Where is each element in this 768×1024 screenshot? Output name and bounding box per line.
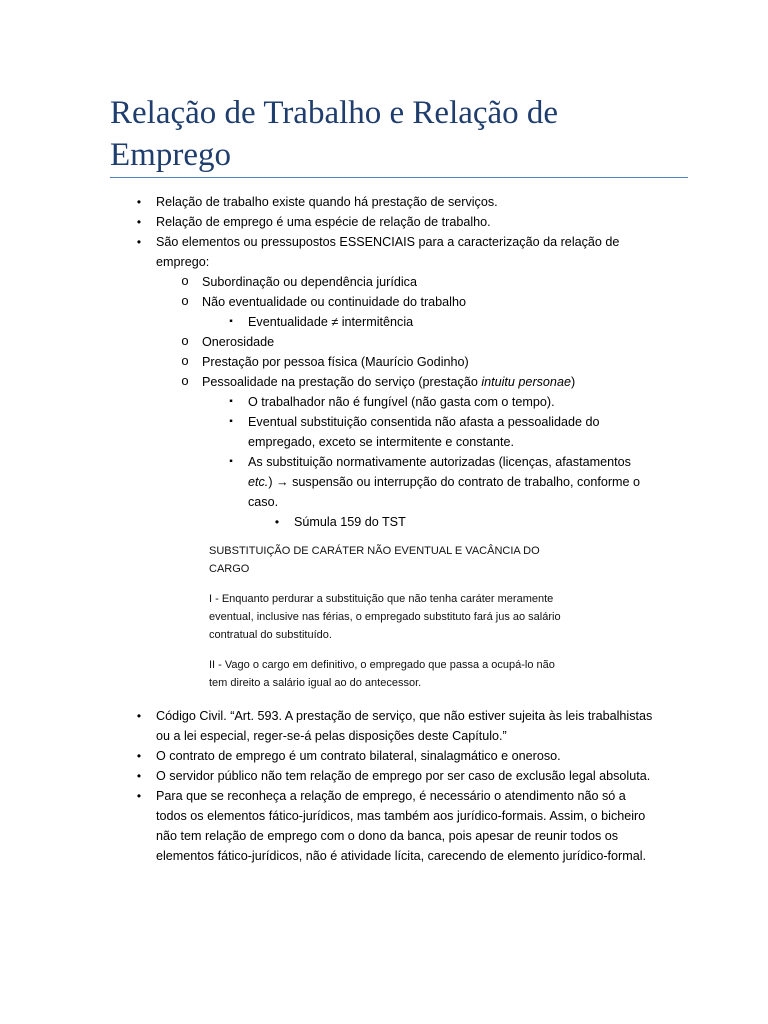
- nested-item: [224, 312, 654, 332]
- nested-item-text: O trabalhador não é fungível (não gasta com o tempo).: [248, 395, 555, 409]
- sublist-item: [178, 292, 654, 332]
- sumula-title: Súmula 159 do TST: [294, 515, 406, 529]
- list-item-text: O contrato de emprego é um contrato bilateral, sinalagmático e oneroso.: [156, 749, 561, 763]
- list-item-text: São elementos ou pressupostos ESSENCIAIS para a caracterização da relação de emprego:: [156, 235, 620, 269]
- sumula-quote: [209, 542, 561, 692]
- circle-marker: o: [181, 273, 189, 288]
- pessoalidade-notes: [224, 392, 654, 532]
- sublist-item: [178, 372, 654, 532]
- nested-item-text: Eventualidade ≠ intermitência: [248, 315, 414, 329]
- list-item-text: O servidor público não tem relação de emprego por ser caso de exclusão legal absoluta.: [156, 769, 651, 783]
- normativas-suffix: ) → suspensão ou interrupção do contrato de trabalho, conforme o caso.: [248, 475, 641, 509]
- pessoalidade-italic: intuitu personae: [481, 375, 571, 389]
- pessoalidade-prefix: Pessoalidade na prestação do serviço (prestação: [202, 375, 482, 389]
- sublist-item-text: Prestação por pessoa física (Maurício Godinho): [202, 355, 469, 369]
- list-item: [132, 706, 654, 746]
- list-item-text: Relação de trabalho existe quando há prestação de serviços.: [156, 195, 498, 209]
- bullet-marker: •: [136, 749, 142, 763]
- quote-heading: SUBSTITUIÇÃO DE CARÁTER NÃO EVENTUAL E VACÂNCIA DO CARGO: [209, 545, 540, 575]
- document-body: [132, 192, 654, 866]
- quote-item-1: I - Enquanto perdurar a substituição que não tenha caráter meramente eventual, inclusive nas férias, o empregado substituto fará jus ao salário contratual do substituído.: [209, 593, 561, 641]
- square-marker: ▪: [229, 316, 233, 327]
- list-item: [132, 212, 654, 232]
- quote-item-2: II - Vago o cargo em definitivo, o empregado que passa a ocupá-lo não tem direito a salário igual ao do antecessor.: [209, 659, 555, 689]
- circle-marker: o: [181, 293, 189, 308]
- nested-item: [224, 392, 654, 412]
- nested-item-text: Eventual substituição consentida não afasta a pessoalidade do empregado, exceto se intermitente e constante.: [248, 415, 600, 449]
- nested-item: [224, 452, 654, 532]
- sublist-item-text: Onerosidade: [202, 335, 275, 349]
- title-divider: [110, 177, 688, 178]
- sumula-list: [270, 512, 654, 532]
- list-item: [132, 746, 654, 766]
- list-item: [132, 192, 654, 212]
- bullet-marker: •: [136, 769, 142, 783]
- circle-marker: o: [181, 353, 189, 368]
- square-marker: ▪: [229, 416, 233, 427]
- list-item-text: Para que se reconheça a relação de emprego, é necessário o atendimento não só a todos os elementos fático-jurídicos, mas também aos jurídico-formais. Assim, o bicheiro não tem relação de emprego com o dono da banca, pois apesar de reunir todos os elementos fático-jurídicos, não é atividade lícita, carecendo de elemento jurídico-formal.: [156, 789, 647, 863]
- sublist-item-text: Subordinação ou dependência jurídica: [202, 275, 417, 289]
- nested-item: [224, 412, 654, 452]
- nested-item-text: [248, 455, 640, 509]
- pessoalidade-suffix: ): [570, 375, 576, 389]
- sublist-item-text: [202, 375, 575, 389]
- circle-marker: o: [181, 333, 189, 348]
- list-item: [132, 786, 654, 866]
- bullet-marker: •: [136, 195, 142, 209]
- list-item: [132, 232, 654, 692]
- bullet-marker: •: [136, 789, 142, 803]
- main-bullet-list: [132, 192, 654, 866]
- list-item: [132, 766, 654, 786]
- sublist-item: [178, 332, 654, 352]
- elements-sublist: [178, 272, 654, 532]
- square-marker: ▪: [229, 456, 233, 467]
- square-marker: ▪: [229, 396, 233, 407]
- sumula-item: [270, 512, 654, 532]
- sublist-item: [178, 352, 654, 372]
- bullet-marker: •: [274, 515, 280, 529]
- bullet-marker: •: [136, 235, 142, 249]
- sublist-item: [178, 272, 654, 292]
- sublist-item-text: Não eventualidade ou continuidade do trabalho: [202, 295, 466, 309]
- normativas-prefix: As substituição normativamente autorizadas (licenças, afastamentos: [248, 455, 631, 469]
- list-item-text: Código Civil. “Art. 593. A prestação de serviço, que não estiver sujeita às leis trabalhistas ou a lei especial, reger-se-á pelas disposições deste Capítulo.”: [156, 709, 653, 743]
- page-title: Relação de Trabalho e Relação de Emprego: [110, 95, 559, 173]
- list-item-text: Relação de emprego é uma espécie de relação de trabalho.: [156, 215, 491, 229]
- normativas-italic: etc.: [248, 475, 269, 489]
- circle-marker: o: [181, 373, 189, 388]
- bullet-marker: •: [136, 215, 142, 229]
- nested-sublist: [224, 312, 654, 332]
- bullet-marker: •: [136, 709, 142, 723]
